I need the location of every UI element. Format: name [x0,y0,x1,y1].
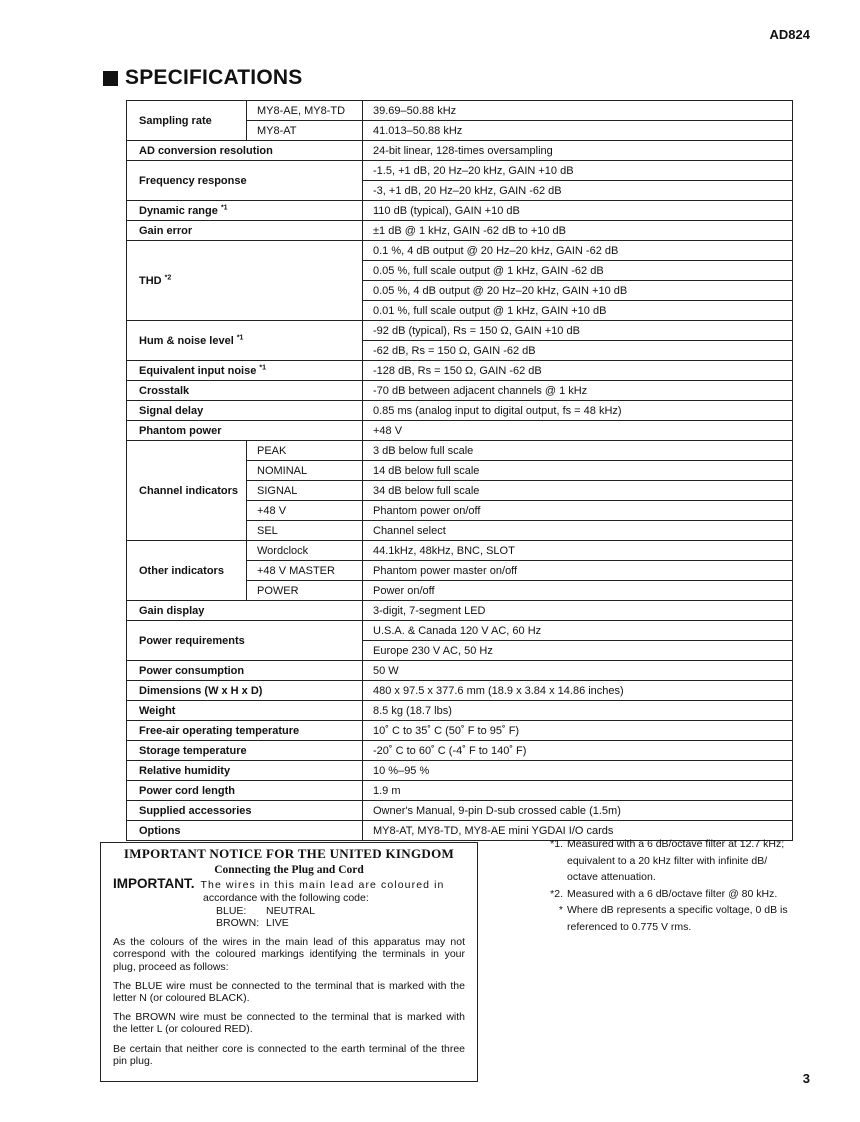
spec-label: Dimensions (W x H x D) [127,681,363,701]
important-line [113,878,465,891]
notice-paragraph: The BLUE wire must be connected to the terminal that is marked with the letter N (or coloured BLACK). [113,979,465,1005]
table-row [127,101,793,121]
spec-label: Power cord length [127,781,363,801]
table-row [127,201,793,221]
spec-sublabel: Wordclock [247,541,363,561]
spec-label: Options [127,821,363,841]
table-row [127,321,793,341]
spec-value: Power on/off [363,581,793,601]
page-title: SPECIFICATIONS [125,66,303,89]
spec-value: Europe 230 V AC, 50 Hz [363,641,793,661]
table-row [127,801,793,821]
footnote-ref: *1 [259,363,267,371]
spec-label: Channel indicators [127,441,247,541]
spec-sublabel: MY8-AE, MY8-TD [247,101,363,121]
notice-subtitle: Connecting the Plug and Cord [214,864,364,877]
table-row [127,721,793,741]
spec-value: 10˚ C to 35˚ C (50˚ F to 95˚ F) [363,721,793,741]
spec-label: Power requirements [127,621,363,661]
footnote [542,886,792,903]
spec-value: +48 V [363,421,793,441]
spec-sublabel: +48 V MASTER [247,561,363,581]
notice-paragraph: The BROWN wire must be connected to the terminal that is marked with the letter L (or coloured RED). [113,1011,465,1036]
footnote-mark: *2. [550,887,563,900]
spec-value: 0.05 %, 4 dB output @ 20 Hz–20 kHz, GAIN +10 dB [363,281,793,301]
spec-value: 24-bit linear, 128-times oversampling [363,141,793,161]
table-row [127,781,793,801]
table-row [127,681,793,701]
spec-value: 480 x 97.5 x 377.6 mm (18.9 x 3.84 x 14.86 inches) [363,681,793,701]
spec-value: 10 %–95 % [363,761,793,781]
important-text: The wires in this main lead are coloured in [200,879,445,892]
page-number: 3 [802,1071,810,1086]
specifications-table [126,100,793,841]
spec-sublabel: SEL [247,521,363,541]
notice-title: IMPORTANT NOTICE FOR THE UNITED KINGDOM [123,846,455,861]
footnote-mark: * [558,904,563,916]
spec-value: 0.05 %, full scale output @ 1 kHz, GAIN -62 dB [363,261,793,281]
spec-value: 3-digit, 7-segment LED [363,601,793,621]
spec-sublabel: PEAK [247,441,363,461]
spec-label: Hum & noise level [139,334,234,347]
spec-label-cell [127,241,363,321]
spec-value: -128 dB, Rs = 150 Ω, GAIN -62 dB [363,361,793,381]
wire-code-row [216,905,465,917]
spec-label: Power consumption [127,661,363,681]
spec-label: Phantom power [127,421,363,441]
wire-color-codes [216,905,465,929]
spec-value: 34 dB below full scale [363,481,793,501]
table-row [127,161,793,181]
footnote-ref: *1 [220,203,228,211]
spec-value: -20˚ C to 60˚ C (-4˚ F to 140˚ F) [363,741,793,761]
spec-label-cell [127,321,363,361]
table-row [127,741,793,761]
footnote [542,836,792,886]
wire-color: BROWN: [216,917,260,930]
wire-color: BLUE: [216,904,247,917]
wire-meaning: LIVE [266,917,289,930]
spec-value: 14 dB below full scale [363,461,793,481]
uk-notice-box [100,842,478,1082]
table-row [127,441,793,461]
table-row [127,361,793,381]
spec-label: Sampling rate [127,101,247,141]
notice-paragraph: Be certain that neither core is connected to the earth terminal of the three pin plug. [113,1042,465,1067]
spec-value: -92 dB (typical), Rs = 150 Ω, GAIN +10 dB [363,321,793,341]
spec-value: Phantom power master on/off [363,561,793,581]
footnote-ref: *1 [236,333,244,341]
table-row [127,661,793,681]
footnote [542,902,792,935]
model-number: AD824 [769,27,810,42]
footnote-text: Where dB represents a specific voltage, 0 dB is referenced to 0.775 V rms. [567,904,788,933]
spec-value: Phantom power on/off [363,501,793,521]
spec-label: Other indicators [127,541,247,601]
spec-label: Weight [127,701,363,721]
spec-sublabel: SIGNAL [247,481,363,501]
spec-label: Free-air operating temperature [127,721,363,741]
footnote-ref: *2 [164,273,172,281]
spec-value: 1.9 m [363,781,793,801]
spec-label: Gain display [127,601,363,621]
table-row [127,241,793,261]
section-heading [103,66,302,90]
spec-value: 50 W [363,661,793,681]
table-row [127,621,793,641]
table-row [127,601,793,621]
spec-sublabel: NOMINAL [247,461,363,481]
wire-code-row [216,917,465,929]
table-row [127,221,793,241]
spec-label: AD conversion resolution [127,141,363,161]
spec-label: Frequency response [127,161,363,201]
wire-meaning: NEUTRAL [266,904,316,917]
spec-sublabel: MY8-AT [247,121,363,141]
spec-value: ±1 dB @ 1 kHz, GAIN -62 dB to +10 dB [363,221,793,241]
spec-label: Signal delay [127,401,363,421]
important-label: IMPORTANT. [113,876,195,892]
spec-value: 39.69–50.88 kHz [363,101,793,121]
spec-value: 0.1 %, 4 dB output @ 20 Hz–20 kHz, GAIN -62 dB [363,241,793,261]
footnote-text: Measured with a 6 dB/octave filter @ 80 kHz. [567,887,778,900]
spec-value: 0.85 ms (analog input to digital output, fs = 48 kHz) [363,401,793,421]
spec-value: MY8-AT, MY8-TD, MY8-AE mini YGDAI I/O cards [363,821,793,841]
spec-value: Channel select [363,521,793,541]
spec-label: Equivalent input noise [139,364,257,377]
footnote-text: Measured with a 6 dB/octave filter at 12.7 kHz; equivalent to a 20 kHz filter with infinite dB/ octave attenuation. [567,838,785,883]
spec-value: 44.1kHz, 48kHz, BNC, SLOT [363,541,793,561]
spec-value: Owner's Manual, 9-pin D-sub crossed cable (1.5m) [363,801,793,821]
spec-value: U.S.A. & Canada 120 V AC, 60 Hz [363,621,793,641]
spec-value: -1.5, +1 dB, 20 Hz–20 kHz, GAIN +10 dB [363,161,793,181]
spec-label: Storage temperature [127,741,363,761]
spec-value: -62 dB, Rs = 150 Ω, GAIN -62 dB [363,341,793,361]
table-row [127,381,793,401]
table-row [127,141,793,161]
table-row [127,401,793,421]
spec-sublabel: POWER [247,581,363,601]
table-row [127,761,793,781]
notice-paragraph: As the colours of the wires in the main lead of this apparatus may not correspond with the coloured markings identifying the terminals in your plug, proceed as follows: [113,936,465,973]
spec-value: 0.01 %, full scale output @ 1 kHz, GAIN +10 dB [363,301,793,321]
important-text-continued: accordance with the following code: [203,891,369,904]
table-row [127,541,793,561]
spec-value: 3 dB below full scale [363,441,793,461]
spec-label: Gain error [127,221,363,241]
spec-label-cell [127,201,363,221]
spec-label: Supplied accessories [127,801,363,821]
spec-value: -70 dB between adjacent channels @ 1 kHz [363,381,793,401]
spec-value: 41.013–50.88 kHz [363,121,793,141]
footnote-mark: *1. [550,838,563,850]
spec-value: 110 dB (typical), GAIN +10 dB [363,201,793,221]
spec-label: Relative humidity [127,761,363,781]
footnotes [542,836,792,935]
spec-label-cell [127,361,363,381]
spec-value: -3, +1 dB, 20 Hz–20 kHz, GAIN -62 dB [363,181,793,201]
spec-label: THD [139,274,162,287]
table-row [127,701,793,721]
square-bullet-icon [103,71,118,86]
table-row [127,421,793,441]
spec-sublabel: +48 V [247,501,363,521]
spec-value: 8.5 kg (18.7 lbs) [363,701,793,721]
spec-label: Dynamic range [139,204,218,217]
spec-label: Crosstalk [127,381,363,401]
